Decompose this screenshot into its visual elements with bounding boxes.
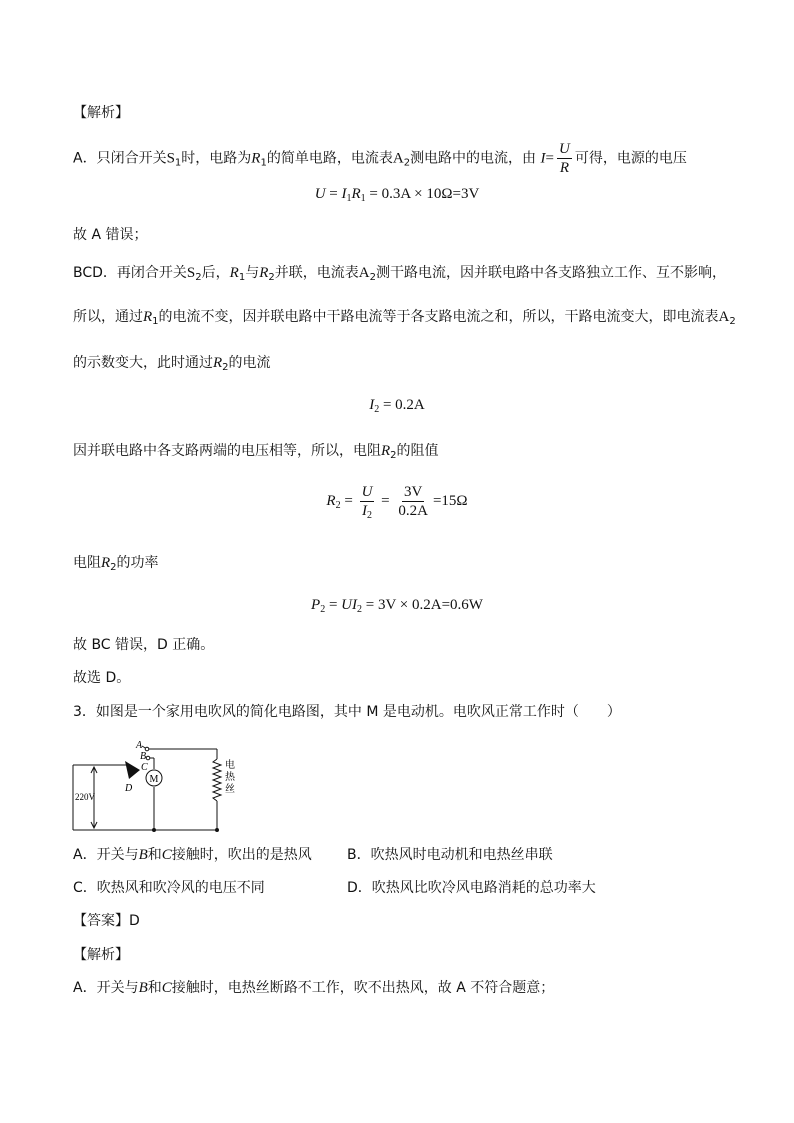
analysis-choice: 故选 D。 [73, 670, 131, 686]
question-3-stem: 3．如图是一个家用电吹风的简化电路图，其中 M 是电动机。电吹风正常工作时（ ） [73, 704, 621, 720]
label-c: C [141, 762, 148, 773]
option-a[interactable]: A．开关与B和C接触时，吹出的是热风 [73, 847, 312, 863]
ohms-law-fraction: $\frac{U}{R}$ [558, 141, 570, 176]
option-c[interactable]: C．吹热风和吹冷风的电压不同 [73, 880, 265, 896]
analysis-bcd-line4: 因并联电路中各支路两端的电压相等，所以，电阻$R_2$的阻值 [73, 443, 439, 461]
equation-source-voltage: $U = I_1R_1 = 0.3A \times 10\Omega=3V$ [314, 186, 480, 204]
heater-label-2: 热 [225, 772, 235, 783]
equation-i2: $I_2 = 0.2A$ [369, 397, 425, 415]
fraction-values: $\frac{3V}{0.2A}$ [398, 484, 428, 520]
option-b[interactable]: B．吹热风时电动机和电热丝串联 [347, 847, 553, 863]
analysis-power-line: 电阻$R_2$的功率 [73, 555, 159, 573]
analysis-bcd-line3: 的示数变大，此时通过$R_2$的电流 [73, 355, 271, 373]
analysis-q3-a: A．开关与B和C接触时，电热丝断路不工作，吹不出热风，故 A 不符合题意； [73, 980, 555, 996]
equation-p2: $P_2 = UI_2 = 3V \times 0.2A=0.6W$ [311, 597, 483, 615]
label-a: A [136, 740, 143, 751]
analysis-bcd-line2: 所以，通过$R_1$的电流不变，因并联电路中干路电流等于各支路电流之和，所以，干路电流变大，即电流表$A_2$ [73, 309, 736, 327]
option-d[interactable]: D．吹热风比吹冷风电路消耗的总功率大 [347, 880, 596, 896]
voltage-label: 220V [75, 792, 95, 802]
analysis-bcd-line1: BCD．再闭合开关$S_2$后，$R_1$与$R_2$并联，电流表$A_2$测干路电流，因并联电路中各支路独立工作、互不影响， [73, 265, 726, 283]
fraction-u-over-i2: $\frac{U}{I_2}$ [361, 484, 373, 522]
answer: 【答案】D [73, 913, 140, 929]
heater-label-3: 丝 [225, 784, 235, 795]
analysis-heading-q3: 【解析】 [73, 947, 129, 963]
hair-dryer-circuit-diagram [70, 737, 250, 837]
label-d: D [125, 783, 133, 794]
analysis-a-conclusion: 故 A 错误； [73, 227, 148, 243]
motor-label: M [149, 774, 159, 785]
label-b: B [140, 751, 147, 762]
analysis-heading: 【解析】 [73, 105, 129, 121]
analysis-a-line: A．只闭合开关$S_1$时，电路为$R_1$的简单电路，电流表$A_2$测电路中的电流，由 I= $\frac{U}{R}$ 可得，电源的电压 [73, 141, 687, 176]
heater-label-1: 电 [225, 760, 235, 771]
analysis-conclusion: 故 BC 错误，D 正确。 [73, 637, 215, 653]
equation-r2: $R_2$ = $\frac{U}{I_2}$ = $\frac{3V}{0.2A}$ =15Ω [326, 484, 468, 522]
